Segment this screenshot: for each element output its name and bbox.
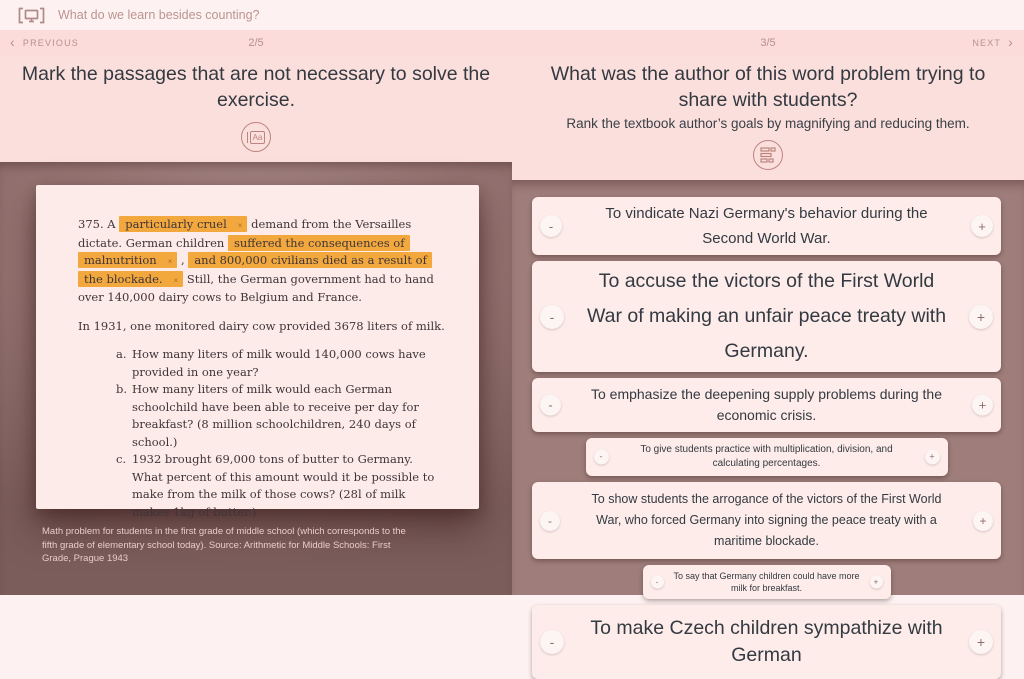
left-panel-nav <box>0 30 512 56</box>
previous-button[interactable] <box>10 34 79 50</box>
magnify-button[interactable]: + <box>969 630 993 654</box>
goal-card <box>586 438 948 476</box>
previous-label: PREVIOUS <box>22 38 79 48</box>
highlighted-text: suffered the consequences of malnutrition <box>84 235 405 267</box>
right-panel-nav <box>512 30 1024 56</box>
highlight-tool-icon[interactable] <box>241 122 271 152</box>
goal-card <box>532 605 1001 679</box>
reduce-button[interactable]: - <box>540 395 561 416</box>
left-panel-header <box>0 56 512 162</box>
reduce-button[interactable]: - <box>540 511 560 531</box>
goal-text: To make Czech children sympathize with German <box>590 617 943 666</box>
right-page-indicator: 3/5 <box>760 37 776 49</box>
magnify-button[interactable]: + <box>925 450 940 465</box>
rank-tool-icon[interactable] <box>753 140 783 170</box>
next-label: NEXT <box>972 38 1002 48</box>
question-item <box>116 381 445 451</box>
goal-card <box>532 482 1001 559</box>
math-problem-document <box>36 185 479 519</box>
question-label: a. <box>116 347 127 361</box>
question-text: 1932 brought 69,000 tons of butter to Germany. What percent of this amount would it be possible to make from the milk of those cows? (28l of milk makes 1kg of butter.) <box>132 452 435 519</box>
goal-card <box>532 261 1001 372</box>
passage-text: Still, the German government had to hand over 140,000 dairy cows to Belgium and France. <box>78 271 434 304</box>
goal-card <box>532 378 1001 432</box>
next-button[interactable] <box>972 34 1014 50</box>
remove-highlight-icon[interactable]: × <box>237 221 243 230</box>
reduce-button[interactable]: - <box>540 215 562 237</box>
goal-text: To give students practice with multiplication, division, and calculating percentages. <box>640 444 893 469</box>
goal-text: To accuse the victors of the First World War of making an unfair peace treaty with Germany. <box>586 270 947 362</box>
magnify-button[interactable]: + <box>971 215 993 237</box>
remove-highlight-icon[interactable]: × <box>173 275 179 285</box>
magnify-button[interactable]: + <box>870 576 883 589</box>
reduce-button[interactable]: - <box>540 630 564 654</box>
left-panel <box>0 30 512 595</box>
lesson-title: What do we learn besides counting? <box>58 8 260 22</box>
document-paragraph-1 <box>78 216 445 307</box>
reduce-button[interactable]: - <box>594 450 609 465</box>
chevron-right-icon: › <box>1008 34 1014 50</box>
right-task-subtitle: Rank the textbook author’s goals by magnifying and reducing them. <box>566 116 970 131</box>
right-task-title: What was the author of this word problem trying to share with students? <box>550 63 986 111</box>
remove-highlight-icon[interactable]: × <box>167 257 173 266</box>
passage-text: demand from the Versailles dictate. German children <box>78 217 412 250</box>
goal-text: To emphasize the deepening supply problems during the economic crisis. <box>590 386 942 423</box>
goal-text: To say that Germany children could have more milk for breakfast. <box>673 571 860 593</box>
question-label: c. <box>116 452 127 466</box>
goal-text: To vindicate Nazi Germany's behavior during the Second World War. <box>605 205 928 247</box>
highlighted-text: and 800,000 civilians died as a result of the blockade. <box>84 253 427 286</box>
passage-text: , <box>177 253 189 267</box>
left-page-indicator: 2/5 <box>248 37 264 49</box>
aa-label: Aa <box>250 131 266 144</box>
top-bar <box>0 0 1024 30</box>
left-task-title: Mark the passages that are not necessary to solve the exercise. <box>21 63 491 111</box>
highlighted-text: particularly cruel <box>125 217 227 231</box>
chevron-left-icon: ‹ <box>10 34 16 50</box>
text-cursor-bar <box>247 132 248 143</box>
screens-icon <box>18 7 45 24</box>
magnify-button[interactable]: + <box>969 305 993 329</box>
question-item <box>116 346 445 381</box>
right-panel <box>512 30 1024 666</box>
question-text: How many liters of milk would 140,000 cows have provided in one year? <box>132 347 426 379</box>
goal-card <box>643 565 891 599</box>
passage-text: 375. A <box>78 217 120 231</box>
question-item <box>116 451 445 521</box>
reduce-button[interactable]: - <box>540 305 564 329</box>
magnify-button[interactable]: + <box>972 395 993 416</box>
question-list <box>116 346 445 521</box>
question-label: b. <box>116 382 128 396</box>
highlighted-passage[interactable] <box>119 216 247 232</box>
question-text: How many liters of milk would each German schoolchild have been able to receive per day for breakfast? (8 million schoolchildren, 240 days of school.) <box>132 382 419 449</box>
document-paragraph-2: In 1931, one monitored dairy cow provided 3678 liters of milk. <box>78 318 445 333</box>
goal-ranking-list <box>512 180 1024 666</box>
document-caption: Math problem for students in the first grade of middle school (which corresponds to the fifth grade of elementary school today). Source: Arithmetic for Middle Schools: First Grade, Prague 1943 <box>42 526 406 564</box>
left-panel-body <box>0 162 512 595</box>
goal-text: To show students the arrogance of the victors of the First World War, who forced Germany into signing the peace treaty with a maritime blockade. <box>591 492 942 548</box>
goal-card <box>532 197 1001 255</box>
magnify-button[interactable]: + <box>973 511 993 531</box>
reduce-button[interactable]: - <box>651 576 664 589</box>
right-panel-header <box>512 56 1024 180</box>
